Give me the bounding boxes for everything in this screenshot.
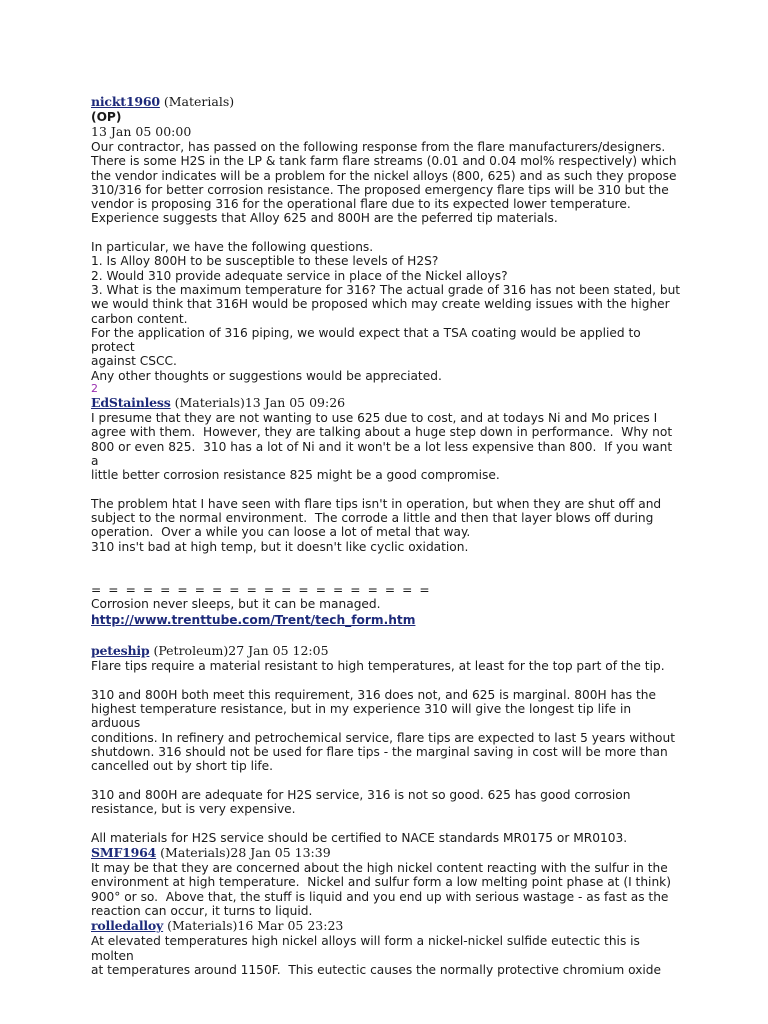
body-line: At elevated temperatures high nickel alloys will form a nickel-nickel sulfide eutectic this is molten — [91, 934, 644, 963]
body-line: Our contractor, has passed on the following response from the flare manufacturers/designers. — [91, 140, 666, 154]
post-header — [91, 845, 681, 861]
paragraph-gap — [91, 774, 681, 788]
body-line: environment at high temperature. Nickel and sulfur form a low melting point phase at (I think) — [91, 875, 671, 890]
body-line: 2. Would 310 provide adequate service in place of the Nickel alloys? — [91, 268, 508, 283]
post-rolledalloy — [91, 918, 681, 977]
author-category: (Materials) — [163, 94, 235, 109]
body-line: 800 or even 825. 310 has a lot of Ni and it won't be a lot less expensive than 800. If you want a — [91, 439, 677, 468]
body-line: In particular, we have the following questions. — [91, 240, 374, 255]
paragraph-gap — [91, 568, 681, 582]
post-body — [91, 659, 681, 845]
author-category-date: (Materials)28 Jan 05 13:39 — [160, 845, 331, 861]
post-peteship — [91, 643, 681, 845]
body-line: For the application of 316 piping, we would expect that a TSA coating would be applied to protect — [91, 325, 645, 355]
post-body — [91, 411, 681, 583]
signature-text: Corrosion never sleeps, but it can be managed. — [91, 596, 381, 611]
body-line: at temperatures around 1150F. This eutectic causes the normally protective chromium oxide — [91, 962, 662, 977]
post-body — [91, 140, 681, 383]
post-date: 13 Jan 05 00:00 — [91, 124, 192, 139]
body-line: we would think that 316H would be proposed which may create welding issues with the higher — [91, 297, 670, 312]
body-line: 310/316 for better corrosion resistance. The proposed emergency flare tips will be 310 but the — [91, 182, 669, 197]
body-line: little better corrosion resistance 825 might be a good compromise. — [91, 468, 500, 483]
author-category-date: (Materials)16 Mar 05 23:23 — [167, 918, 344, 934]
op-label: (OP) — [91, 110, 122, 124]
body-line: 310 and 800H both meet this requirement, 316 does not, and 625 is marginal. 800H has the — [91, 687, 657, 702]
body-line: 310 and 800H are adequate for H2S service, 316 is not so good. 625 has good corrosion — [91, 787, 631, 802]
paragraph-gap — [91, 483, 681, 497]
author-category-date: (Petroleum)27 Jan 05 12:05 — [153, 643, 329, 659]
post-body — [91, 934, 681, 977]
author-link[interactable]: rolledalloy — [91, 918, 164, 934]
post-header — [91, 643, 681, 659]
body-line: There is some H2S in the LP & tank farm flare streams (0.01 and 0.04 mol% respectively) which — [91, 154, 677, 169]
body-line: 3. What is the maximum temperature for 316? The actual grade of 316 has not been stated, but — [91, 282, 681, 297]
body-line: agree with them. However, they are talking about a huge step down in performance. Why not — [91, 425, 673, 440]
post-header — [91, 918, 681, 934]
body-line: Any other thoughts or suggestions would be appreciated. — [91, 368, 442, 383]
body-line: It may be that they are concerned about the high nickel content reacting with the sulfur in the — [91, 861, 668, 876]
post-nickt1960 — [91, 94, 681, 395]
body-line: operation. Over a while you can loose a lot of metal that way. — [91, 525, 471, 540]
post-header — [91, 94, 681, 110]
paragraph-gap — [91, 226, 681, 240]
body-line: vendor is proposing 316 for the operational flare due to its expected lower temperature. — [91, 197, 631, 212]
body-line: against CSCC. — [91, 354, 177, 369]
author-category-date: (Materials)13 Jan 05 09:26 — [174, 395, 346, 411]
body-line: carbon content. — [91, 311, 188, 326]
author-link[interactable]: nickt1960 — [91, 94, 160, 109]
body-line: 1. Is Alloy 800H to be susceptible to these levels of H2S? — [91, 254, 439, 269]
body-line: I presume that they are not wanting to use 625 due to cost, and at todays Ni and Mo prices I — [91, 411, 658, 426]
body-line: resistance, but is very expensive. — [91, 802, 296, 817]
body-line: subject to the normal environment. The corrode a little and then that layer blows off during — [91, 511, 654, 526]
vote-count[interactable]: 2 — [91, 382, 98, 396]
post-edstainless — [91, 395, 681, 643]
paragraph-gap — [91, 554, 681, 568]
body-line: All materials for H2S service should be certified to NACE standards MR0175 or MR0103. — [91, 830, 628, 845]
body-line: the vendor indicates will be a problem for the nickel alloys (800, 625) and as such they propose — [91, 168, 677, 183]
post-body — [91, 861, 681, 918]
author-link[interactable]: SMF1964 — [91, 845, 157, 861]
body-line: highest temperature resistance, but in my experience 310 will give the longest tip life in arduous — [91, 702, 635, 731]
body-line: 900° or so. Above that, the stuff is liquid and you end up with serious wastage - as fast as the — [91, 889, 669, 904]
body-line: Experience suggests that Alloy 625 and 800H are the peferred tip materials. — [91, 211, 558, 226]
thread-page — [91, 94, 681, 977]
post-header — [91, 395, 681, 411]
body-line: 310 ins't bad at high temp, but it doesn't like cyclic oxidation. — [91, 539, 469, 554]
signature-link[interactable]: http://www.trenttube.com/Trent/tech_form.htm — [91, 612, 416, 627]
post-smf1964 — [91, 845, 681, 918]
body-line: reaction can occur, it turns to liquid. — [91, 903, 313, 918]
body-line: Flare tips require a material resistant to high temperatures, at least for the top part of the tip. — [91, 659, 665, 674]
paragraph-gap — [91, 674, 681, 688]
body-line: cancelled out by short tip life. — [91, 759, 274, 774]
signature-separator: = = = = = = = = = = = = = = = = = = = = — [91, 582, 432, 597]
author-link[interactable]: EdStainless — [91, 395, 171, 411]
paragraph-gap — [91, 629, 681, 643]
body-line: The problem htat I have seen with flare tips isn't in operation, but when they are shut off and — [91, 496, 662, 511]
paragraph-gap — [91, 816, 681, 830]
body-line: conditions. In refinery and petrochemical service, flare tips are expected to last 5 years without — [91, 730, 676, 745]
author-link[interactable]: peteship — [91, 643, 150, 659]
body-line: shutdown. 316 should not be used for flare tips - the marginal saving in cost will be more than — [91, 744, 668, 759]
